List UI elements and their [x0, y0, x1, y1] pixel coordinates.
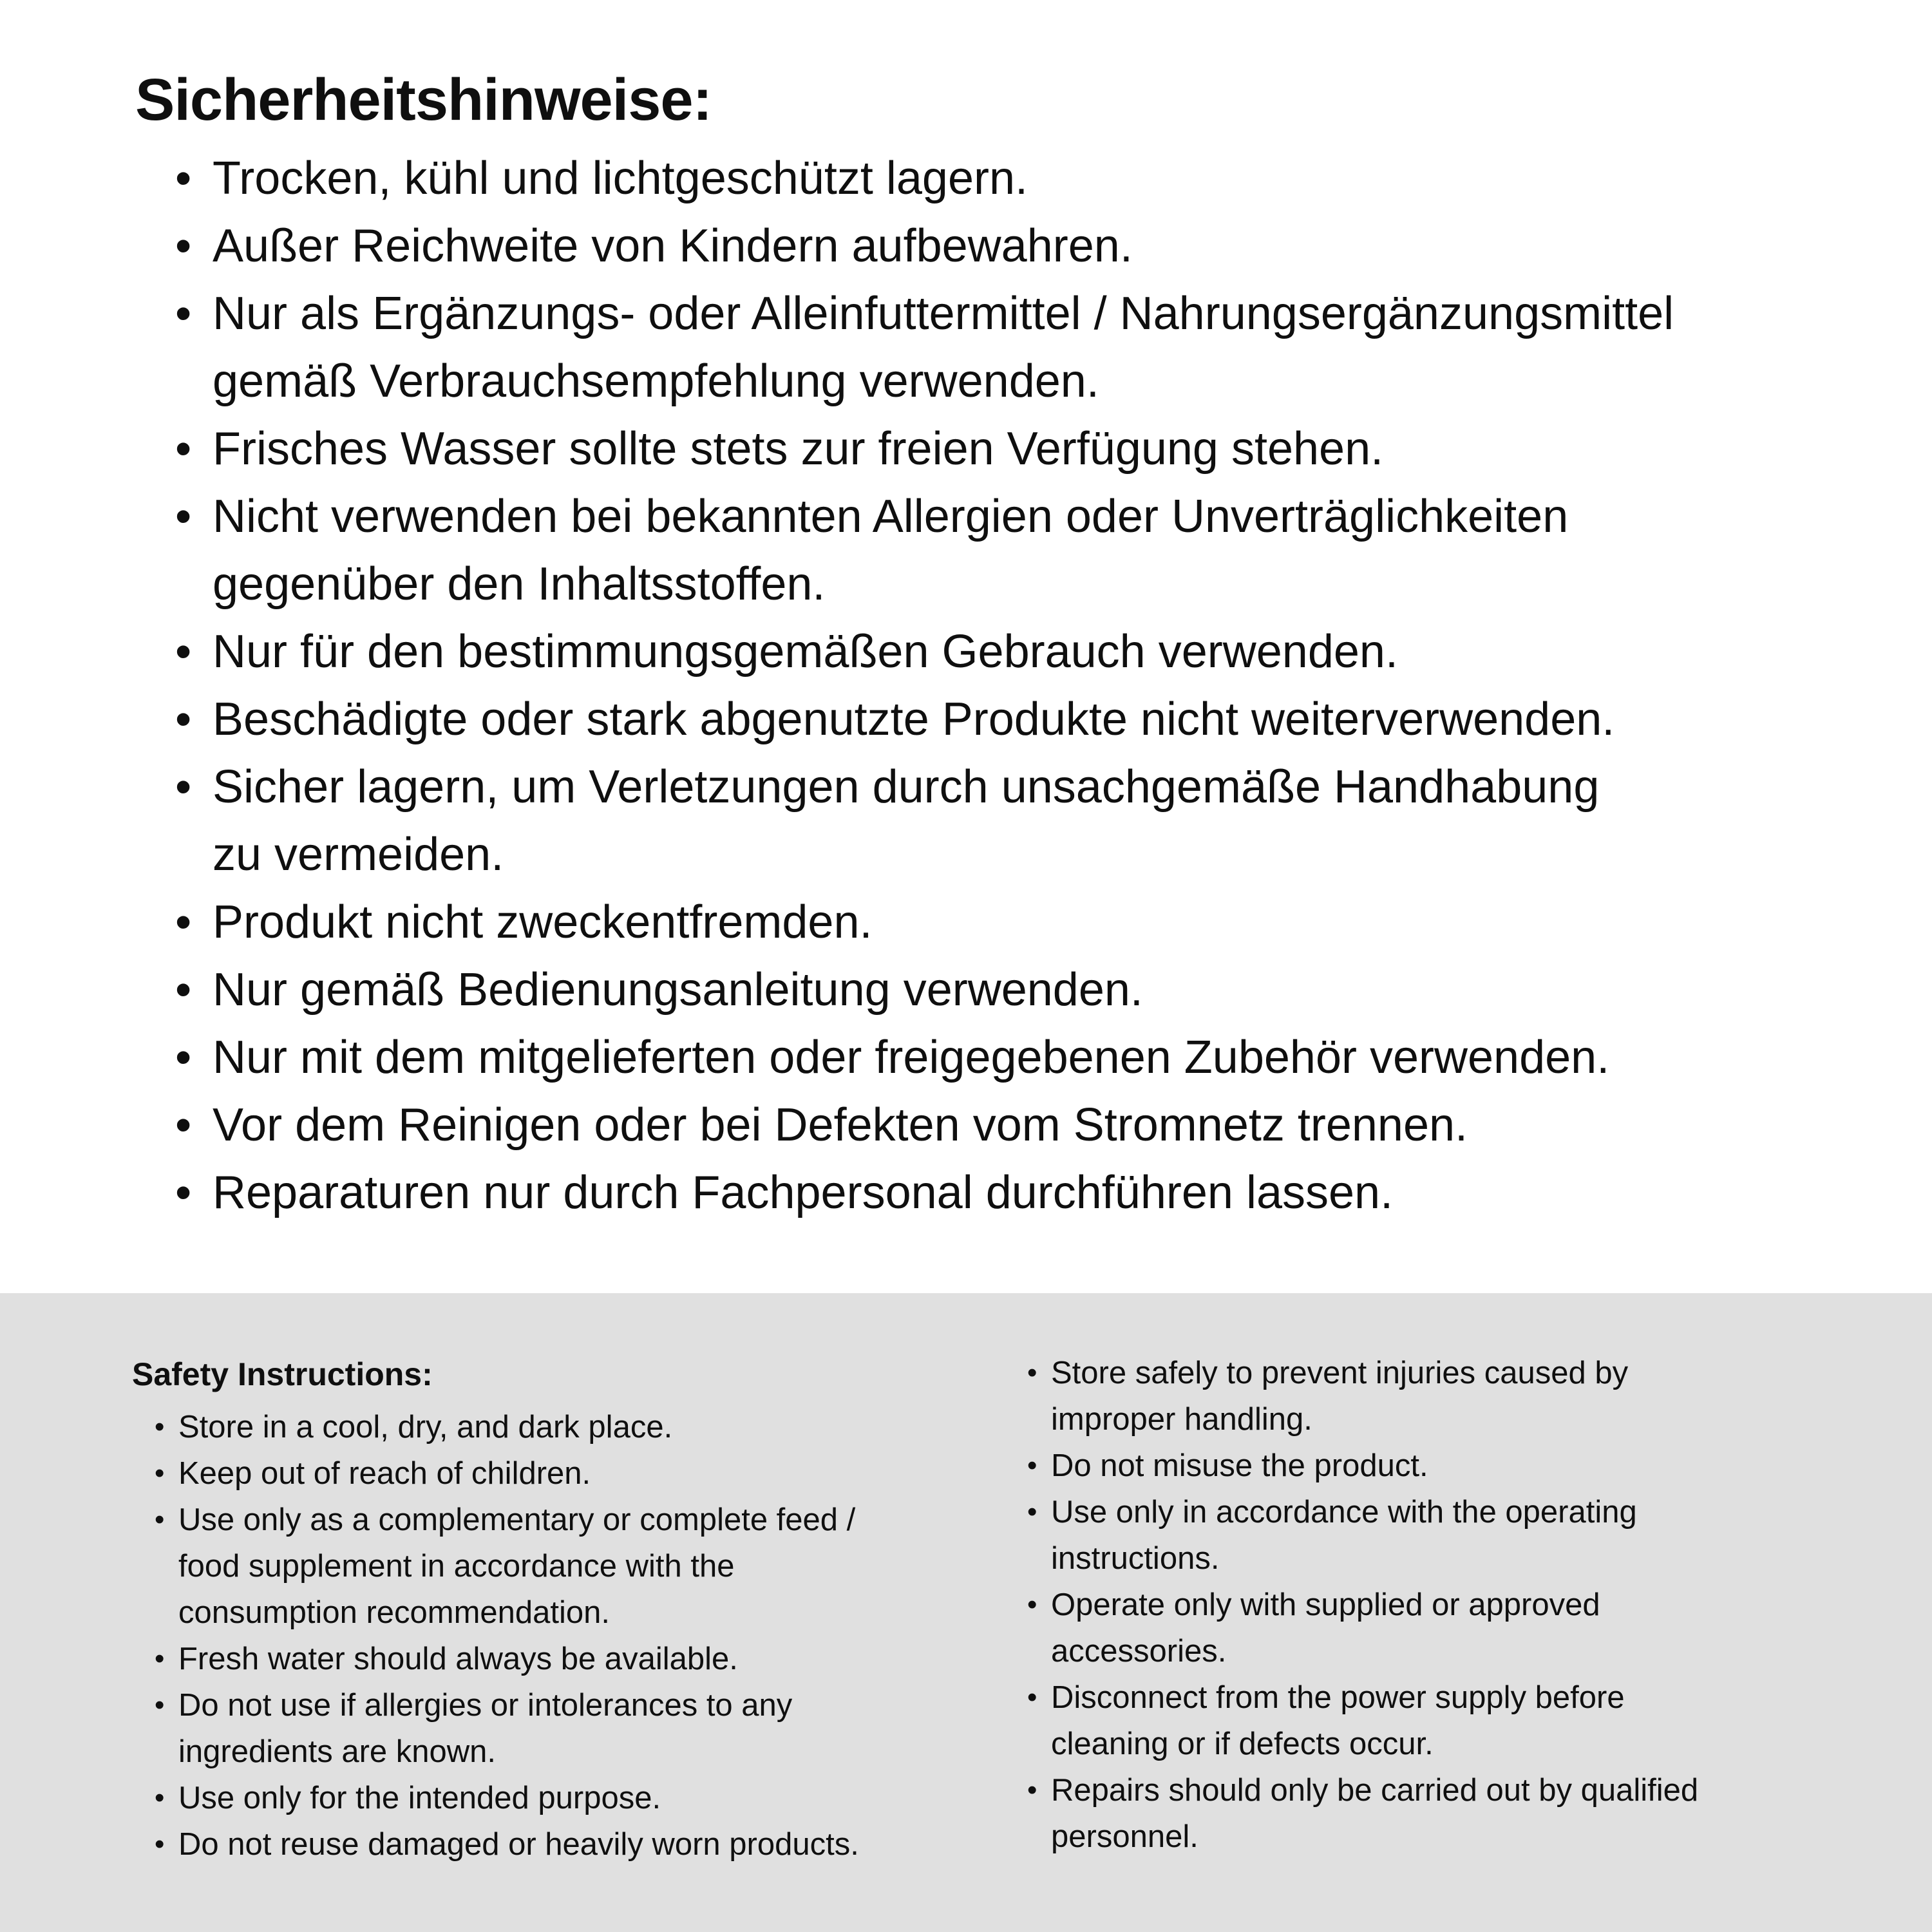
bullet-icon: •	[175, 694, 192, 745]
list-item	[175, 415, 1674, 483]
bullet-icon: •	[155, 1828, 165, 1860]
item-line: Beschädigte oder stark abgenutzte Produkte nicht weiterverwenden.	[213, 694, 1615, 745]
item-line: Sicher lagern, um Verletzungen durch unsachgemäße Handhabung	[213, 761, 1600, 813]
item-line: Vor dem Reinigen oder bei Defekten vom Stromnetz trennen.	[213, 1099, 1468, 1151]
item-line: Fresh water should always be available.	[178, 1642, 738, 1676]
list-item	[1027, 1674, 1698, 1767]
item-line: Disconnect from the power supply before	[1051, 1680, 1625, 1715]
list-item	[175, 1092, 1674, 1159]
item-line: instructions.	[1051, 1541, 1220, 1576]
item-line: personnel.	[1051, 1819, 1198, 1854]
item-line: accessories.	[1051, 1634, 1227, 1669]
item-line: Frisches Wasser sollte stets zur freien Verfügung stehen.	[213, 423, 1384, 475]
list-item	[1027, 1489, 1698, 1582]
bullet-icon: •	[1027, 1450, 1037, 1481]
bullet-icon: •	[175, 1099, 192, 1151]
bullet-icon: •	[1027, 1357, 1037, 1388]
item-line: gemäß Verbrauchsempfehlung verwenden.	[213, 355, 1099, 407]
list-item	[175, 1159, 1674, 1227]
list-item	[175, 483, 1674, 618]
item-line: Use only in accordance with the operating	[1051, 1495, 1637, 1530]
item-line: Nur für den bestimmungsgemäßen Gebrauch verwenden.	[213, 626, 1398, 677]
list-item	[155, 1821, 859, 1868]
english-safety-list-right-column	[1027, 1350, 1698, 1860]
list-item	[155, 1450, 859, 1497]
item-line: Nicht verwenden bei bekannten Allergien oder Unverträglichkeiten	[213, 491, 1569, 542]
bullet-icon: •	[175, 964, 192, 1016]
list-item	[175, 618, 1674, 686]
list-item	[155, 1497, 859, 1636]
bullet-icon: •	[175, 1167, 192, 1218]
list-item	[175, 956, 1674, 1024]
item-line: Nur mit dem mitgelieferten oder freigegebenen Zubehör verwenden.	[213, 1032, 1610, 1083]
item-line: consumption recommendation.	[178, 1595, 611, 1630]
item-line: Store in a cool, dry, and dark place.	[178, 1410, 673, 1444]
item-line: food supplement in accordance with the	[178, 1549, 735, 1584]
bullet-icon: •	[155, 1643, 165, 1674]
item-line: Produkt nicht zweckentfremden.	[213, 896, 873, 948]
item-line: Store safely to prevent injuries caused by	[1051, 1356, 1629, 1390]
german-section-title: Sicherheitshinweise:	[135, 67, 712, 133]
list-item	[1027, 1767, 1698, 1860]
bullet-icon: •	[175, 423, 192, 475]
item-line: Operate only with supplied or approved	[1051, 1587, 1600, 1622]
item-line: Trocken, kühl und lichtgeschützt lagern.	[213, 153, 1028, 204]
item-line: Nur gemäß Bedienungsanleitung verwenden.	[213, 964, 1143, 1016]
list-item	[155, 1404, 859, 1450]
item-line: Reparaturen nur durch Fachpersonal durchführen lassen.	[213, 1167, 1394, 1218]
list-item	[175, 1024, 1674, 1092]
list-item	[175, 145, 1674, 213]
item-line: Do not misuse the product.	[1051, 1448, 1428, 1483]
bullet-icon: •	[155, 1457, 165, 1489]
item-line: Use only as a complementary or complete feed /	[178, 1502, 856, 1537]
english-safety-list-left-column	[155, 1404, 859, 1868]
list-item	[155, 1775, 859, 1821]
bullet-icon: •	[1027, 1681, 1037, 1713]
english-section-title: Safety Instructions:	[132, 1356, 433, 1392]
bullet-icon: •	[155, 1411, 165, 1443]
item-line: Nur als Ergänzungs- oder Alleinfuttermittel / Nahrungsergänzungsmittel	[213, 288, 1674, 339]
list-item	[175, 686, 1674, 753]
item-line: gegenüber den Inhaltsstoffen.	[213, 558, 826, 610]
item-line: Außer Reichweite von Kindern aufbewahren.	[213, 220, 1133, 272]
bullet-icon: •	[175, 761, 192, 813]
list-item	[1027, 1350, 1698, 1443]
item-line: cleaning or if defects occur.	[1051, 1727, 1434, 1761]
item-line: ingredients are known.	[178, 1734, 497, 1769]
bullet-icon: •	[175, 1032, 192, 1083]
list-item	[155, 1636, 859, 1682]
bullet-icon: •	[1027, 1589, 1037, 1620]
list-item	[175, 889, 1674, 956]
list-item	[175, 213, 1674, 280]
item-line: Do not use if allergies or intolerances to any	[178, 1688, 793, 1723]
bullet-icon: •	[175, 288, 192, 339]
bullet-icon: •	[1027, 1774, 1037, 1806]
item-line: improper handling.	[1051, 1402, 1312, 1437]
list-item	[175, 753, 1674, 889]
bullet-icon: •	[155, 1504, 165, 1535]
list-item	[1027, 1443, 1698, 1489]
item-line: Use only for the intended purpose.	[178, 1781, 661, 1815]
bullet-icon: •	[175, 153, 192, 204]
bullet-icon: •	[175, 626, 192, 677]
list-item	[155, 1682, 859, 1775]
bullet-icon: •	[175, 491, 192, 542]
item-line: Keep out of reach of children.	[178, 1456, 591, 1491]
bullet-icon: •	[175, 220, 192, 272]
list-item	[1027, 1582, 1698, 1674]
bullet-icon: •	[155, 1782, 165, 1814]
list-item	[175, 280, 1674, 415]
bullet-icon: •	[175, 896, 192, 948]
item-line: Repairs should only be carried out by qualified	[1051, 1773, 1699, 1808]
bullet-icon: •	[155, 1689, 165, 1721]
bullet-icon: •	[1027, 1496, 1037, 1528]
item-line: Do not reuse damaged or heavily worn products.	[178, 1827, 859, 1862]
item-line: zu vermeiden.	[213, 829, 504, 880]
german-safety-list	[175, 145, 1674, 1227]
